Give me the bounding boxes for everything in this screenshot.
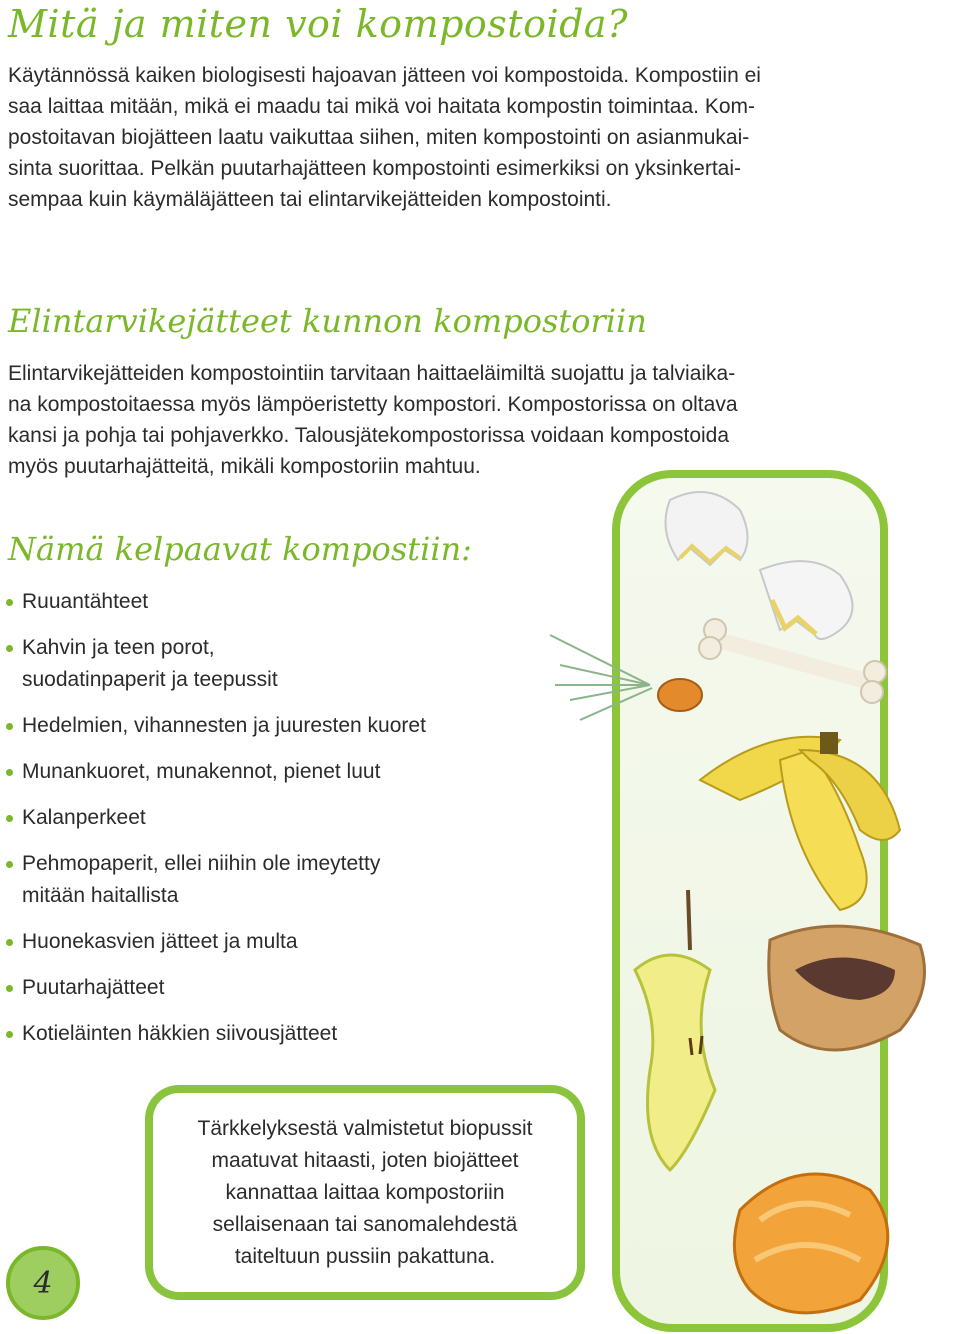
food-waste-paragraph <box>8 358 913 482</box>
list-item: Pehmopaperit, ellei niihin ole imeytetty mitään haitallista <box>6 848 566 912</box>
list-item: Kotieläinten häkkien siivousjätteet <box>6 1018 566 1050</box>
page-title: Mitä ja miten voi kompostoida? <box>8 2 628 46</box>
food-waste-line: kansi ja pohja tai pohjaverkko. Talousjätekompostorissa voidaan kompostoida <box>8 424 730 447</box>
biobag-note-box <box>145 1085 585 1300</box>
banana-peel-icon <box>700 732 900 910</box>
compostable-list <box>6 586 566 1050</box>
intro-line: sinta suorittaa. Pelkän puutarhajätteen kompostointi esimerkiksi on yksinkertai- <box>8 157 742 180</box>
eggshell-icon <box>666 492 853 639</box>
orange-peel-icon <box>734 1174 887 1313</box>
carrot-top-icon <box>550 635 702 720</box>
note-line: taiteltuun pussiin pakattuna. <box>234 1244 496 1268</box>
list-item: Kalanperkeet <box>6 802 566 834</box>
list-item: Huonekasvien jätteet ja multa <box>6 926 566 958</box>
bone-icon <box>699 619 886 703</box>
list-item: Hedelmien, vihannesten ja juuresten kuoret <box>6 710 566 742</box>
list-item: Puutarhajätteet <box>6 972 566 1004</box>
section-heading-compostable: Nämä kelpaavat kompostiin: <box>8 530 472 568</box>
list-item: Ruuantähteet <box>6 586 566 618</box>
list-item: Munankuoret, munakennot, pienet luut <box>6 756 566 788</box>
biobag-note-content <box>153 1093 577 1292</box>
food-waste-line: myös puutarhajätteitä, mikäli kompostoriin mahtuu. <box>8 455 481 478</box>
note-line: kannattaa laittaa kompostoriin <box>225 1180 505 1204</box>
note-line: sellaisenaan tai sanomalehdestä <box>212 1212 518 1236</box>
section-heading-food-waste: Elintarvikejätteet kunnon kompostoriin <box>8 302 647 340</box>
intro-line: saa laittaa mitään, mikä ei maadu tai mikä voi haitata kompostin toimintaa. Kom- <box>8 95 756 118</box>
intro-paragraph <box>8 60 913 215</box>
apple-core-icon <box>635 890 715 1170</box>
teabag-icon <box>769 926 925 1050</box>
list-item: Kahvin ja teen porot, suodatinpaperit ja teepussit <box>6 632 566 696</box>
intro-line: sempaa kuin käymäläjätteen tai elintarvikejätteiden kompostointi. <box>8 188 612 211</box>
intro-line: postoitavan biojätteen laatu vaikuttaa siihen, miten kompostointi on asianmukai- <box>8 126 750 149</box>
note-line: Tärkkelyksestä valmistetut biopussit <box>197 1116 533 1140</box>
page-number: 4 <box>33 1265 53 1301</box>
page-number-badge <box>6 1246 80 1320</box>
compostable-items-illustration <box>540 470 960 1334</box>
food-waste-line: na kompostoitaessa myös lämpöeristetty kompostori. Kompostorissa on oltava <box>8 393 738 416</box>
food-waste-line: Elintarvikejätteiden kompostointiin tarvitaan haittaeläimiltä suojattu ja talviaika- <box>8 362 736 385</box>
intro-line: Käytännössä kaiken biologisesti hajoavan jätteen voi kompostoida. Kompostiin ei <box>8 64 761 87</box>
note-line: maatuvat hitaasti, joten biojätteet <box>211 1148 519 1172</box>
